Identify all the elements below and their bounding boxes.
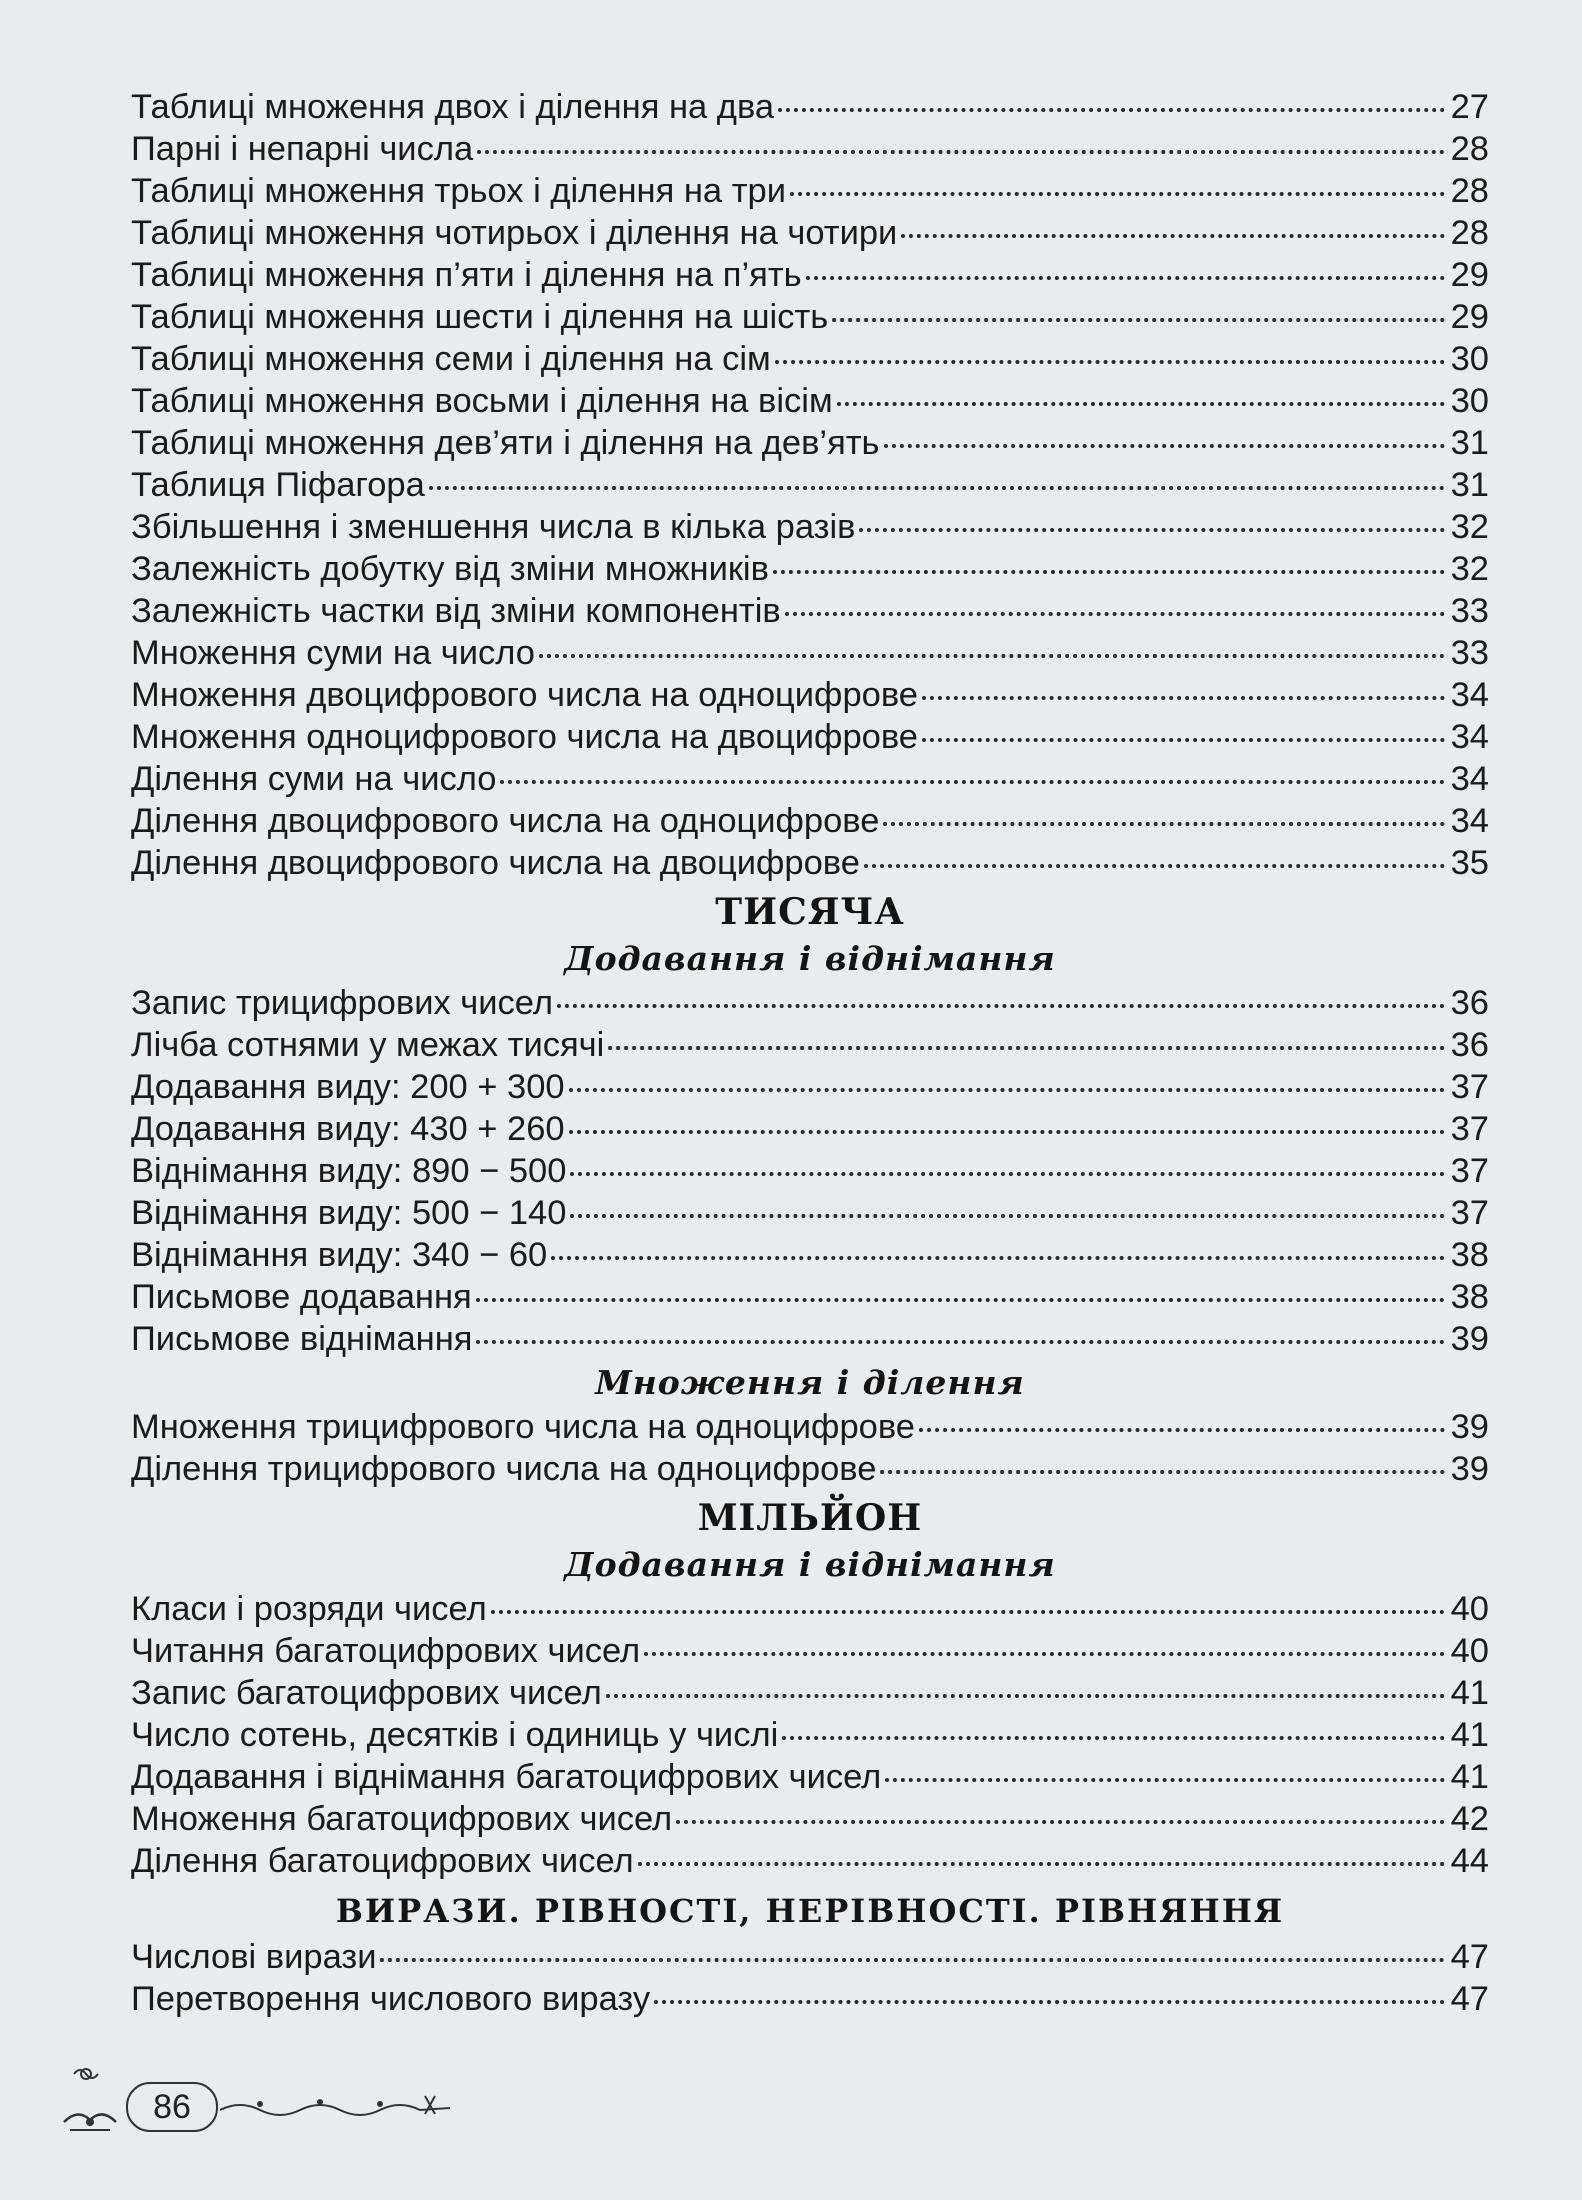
toc-entry-page: 27 [1450,88,1489,126]
toc-entry-page: 44 [1450,1842,1489,1880]
subsection-heading: Множення і ділення [595,1363,1025,1402]
toc-entry-title: Письмове додавання [131,1278,472,1316]
dot-leader [569,1130,1445,1134]
toc-entry[interactable] [131,128,1489,170]
toc-entry[interactable] [131,632,1489,674]
toc-entry-title: Додавання виду: 430 + 260 [131,1110,565,1148]
toc-entry-title: Множення трицифрового числа на одноцифрове [131,1408,915,1446]
toc-entry-title: Віднімання виду: 340 − 60 [131,1236,548,1274]
toc-entry-page: 47 [1450,1938,1489,1976]
dot-leader [500,780,1445,784]
toc-entry[interactable] [131,842,1489,884]
toc-entry-page: 30 [1450,340,1489,378]
toc-entry-title: Таблиці множення семи і ділення на сім [131,340,771,378]
toc-entry[interactable] [131,1672,1489,1714]
dot-leader [806,276,1445,280]
toc-entry[interactable] [131,464,1489,506]
toc-entry[interactable] [131,1978,1489,2020]
toc-entry-page: 34 [1450,676,1489,714]
toc-entry-title: Таблиці множення трьох і ділення на три [131,172,786,210]
toc-entry-title: Таблиці множення восьми і ділення на вісім [131,382,833,420]
toc-entry[interactable] [131,422,1489,464]
toc-entry-title: Класи і розряди чисел [131,1590,487,1628]
toc-entry-page: 38 [1450,1236,1489,1274]
dot-leader [782,1736,1445,1740]
dot-leader [778,108,1445,112]
toc-entry-title: Додавання виду: 200 + 300 [131,1068,565,1106]
toc-entry-page: 31 [1450,424,1489,462]
toc-entry-page: 32 [1450,508,1489,546]
toc-entry-title: Запис трицифрових чисел [131,984,553,1022]
toc-entry[interactable] [131,982,1489,1024]
toc-entry-page: 29 [1450,298,1489,336]
dot-leader [380,1958,1445,1962]
dot-leader [775,360,1445,364]
toc-entry[interactable] [131,86,1489,128]
toc-entry-page: 30 [1450,382,1489,420]
table-of-contents [131,86,1489,2020]
toc-entry-title: Таблиці множення дев’яти і ділення на дев’ять [131,424,880,462]
toc-entry-page: 28 [1450,130,1489,168]
dot-leader [919,1428,1445,1432]
dot-leader [864,864,1445,868]
toc-entry[interactable] [131,1588,1489,1630]
dot-leader [922,738,1445,742]
toc-entry[interactable] [131,1406,1489,1448]
toc-entry-page: 42 [1450,1800,1489,1838]
dot-leader [922,696,1445,700]
dot-leader [539,654,1445,658]
toc-entry[interactable] [131,1024,1489,1066]
toc-entry-page: 33 [1450,634,1489,672]
toc-entry-page: 47 [1450,1980,1489,2018]
toc-entry-title: Ділення двоцифрового числа на одноцифрове [131,802,880,840]
dot-leader [773,570,1445,574]
dot-leader [644,1652,1445,1656]
dot-leader [832,318,1445,322]
toc-entry[interactable] [131,254,1489,296]
toc-entry-page: 37 [1450,1194,1489,1232]
toc-entry-title: Залежність частки від зміни компонентів [131,592,781,630]
dot-leader [570,1214,1445,1218]
toc-entry[interactable] [131,1108,1489,1150]
dot-leader [491,1610,1445,1614]
toc-entry-title: Запис багатоцифрових чисел [131,1674,602,1712]
dot-leader [476,1298,1445,1302]
toc-entry-title: Віднімання виду: 500 − 140 [131,1194,567,1232]
dot-leader [654,2000,1445,2004]
toc-entry-page: 37 [1450,1152,1489,1190]
toc-entry[interactable] [131,338,1489,380]
toc-entry[interactable] [131,1448,1489,1490]
dot-leader [790,192,1445,196]
toc-entry-page: 33 [1450,592,1489,630]
toc-entry[interactable] [131,296,1489,338]
toc-entry-title: Збільшення і зменшення числа в кілька разів [131,508,856,546]
toc-entry-title: Парні і непарні числа [131,130,474,168]
toc-entry-title: Додавання і віднімання багатоцифрових чисел [131,1758,882,1796]
toc-entry[interactable] [131,1798,1489,1840]
toc-entry-page: 34 [1450,802,1489,840]
toc-entry[interactable] [131,1756,1489,1798]
toc-entry-page: 41 [1450,1716,1489,1754]
toc-entry-page: 41 [1450,1674,1489,1712]
toc-entry-page: 32 [1450,550,1489,588]
toc-entry[interactable] [131,758,1489,800]
dot-leader [477,150,1445,154]
toc-entry-page: 39 [1450,1408,1489,1446]
toc-entry-title: Лічба сотнями у межах тисячі [131,1026,605,1064]
toc-entry[interactable] [131,170,1489,212]
dot-leader [884,444,1445,448]
dot-leader [570,1172,1445,1176]
toc-entry-page: 35 [1450,844,1489,882]
toc-entry-title: Множення одноцифрового числа на двоцифрове [131,718,918,756]
dot-leader [885,1778,1445,1782]
dot-leader [638,1862,1445,1866]
toc-entry[interactable] [131,1234,1489,1276]
toc-entry-page: 36 [1450,1026,1489,1064]
toc-entry[interactable] [131,1192,1489,1234]
toc-entry-title: Ділення багатоцифрових чисел [131,1842,634,1880]
dot-leader [676,1820,1445,1824]
dot-leader [883,822,1445,826]
toc-entry-title: Число сотень, десятків і одиниць у числі [131,1716,779,1754]
toc-entry[interactable] [131,506,1489,548]
toc-entry-title: Перетворення числового виразу [131,1980,651,2018]
toc-entry-title: Читання багатоцифрових чисел [131,1632,641,1670]
subsection-heading: Додавання і віднімання [564,1545,1056,1584]
toc-entry-page: 31 [1450,466,1489,504]
toc-entry[interactable] [131,212,1489,254]
dot-leader [880,1470,1445,1474]
toc-entry-page: 39 [1450,1450,1489,1488]
dot-leader [837,402,1445,406]
dot-leader [476,1340,1445,1344]
toc-entry[interactable] [131,1840,1489,1882]
toc-entry[interactable] [131,1630,1489,1672]
section-heading: ВИРАЗИ. РІВНОСТІ, НЕРІВНОСТІ. РІВНЯННЯ [335,1892,1285,1930]
toc-entry-page: 37 [1450,1110,1489,1148]
toc-entry-title: Ділення двоцифрового числа на двоцифрове [131,844,860,882]
page-number: 86 [126,2082,218,2132]
toc-entry-page: 41 [1450,1758,1489,1796]
toc-entry-page: 40 [1450,1632,1489,1670]
toc-entry-title: Залежність добутку від зміни множників [131,550,769,588]
subsection-heading: Додавання і віднімання [564,939,1056,978]
toc-entry-title: Множення багатоцифрових чисел [131,1800,673,1838]
toc-entry-page: 29 [1450,256,1489,294]
toc-entry-page: 39 [1450,1320,1489,1358]
toc-entry-title: Числові вирази [131,1938,377,1976]
toc-entry[interactable] [131,1936,1489,1978]
toc-entry[interactable] [131,1276,1489,1318]
dot-leader [785,612,1445,616]
dot-leader [859,528,1445,532]
toc-entry-title: Віднімання виду: 890 − 500 [131,1152,567,1190]
toc-entry[interactable] [131,1714,1489,1756]
section-heading: ТИСЯЧА [715,891,905,933]
toc-entry[interactable] [131,590,1489,632]
toc-entry[interactable] [131,800,1489,842]
toc-entry-page: 28 [1450,172,1489,210]
toc-entry-title: Ділення суми на число [131,760,497,798]
toc-entry[interactable] [131,380,1489,422]
toc-entry-page: 36 [1450,984,1489,1022]
toc-entry[interactable] [131,548,1489,590]
page-footer [60,2060,480,2150]
toc-entry-page: 34 [1450,760,1489,798]
toc-entry[interactable] [131,716,1489,758]
toc-entry[interactable] [131,1066,1489,1108]
toc-entry-page: 34 [1450,718,1489,756]
toc-entry-page: 38 [1450,1278,1489,1316]
dot-leader [429,486,1445,490]
toc-entry-title: Таблиці множення двох і ділення на два [131,88,775,126]
dot-leader [608,1046,1445,1050]
toc-entry-title: Ділення трицифрового числа на одноцифрове [131,1450,877,1488]
dot-leader [569,1088,1445,1092]
toc-entry-page: 28 [1450,214,1489,252]
toc-entry-title: Таблиця Піфагора [131,466,425,504]
toc-entry-title: Таблиці множення чотирьох і ділення на чотири [131,214,898,252]
toc-entry[interactable] [131,1318,1489,1360]
dot-leader [551,1256,1445,1260]
toc-entry-page: 40 [1450,1590,1489,1628]
decorative-vine-icon [220,2090,450,2120]
toc-entry-title: Таблиці множення шести і ділення на шість [131,298,829,336]
toc-entry-page: 37 [1450,1068,1489,1106]
toc-entry[interactable] [131,1150,1489,1192]
toc-entry-title: Множення двоцифрового числа на одноцифрове [131,676,918,714]
flower-ornament-icon [60,2060,130,2140]
dot-leader [606,1694,1445,1698]
toc-entry-title: Таблиці множення п’яти і ділення на п’ять [131,256,802,294]
dot-leader [901,234,1445,238]
toc-entry-title: Множення суми на число [131,634,535,672]
dot-leader [557,1004,1445,1008]
toc-entry[interactable] [131,674,1489,716]
toc-entry-title: Письмове віднімання [131,1320,473,1358]
section-heading: МІЛЬЙОН [697,1497,923,1539]
